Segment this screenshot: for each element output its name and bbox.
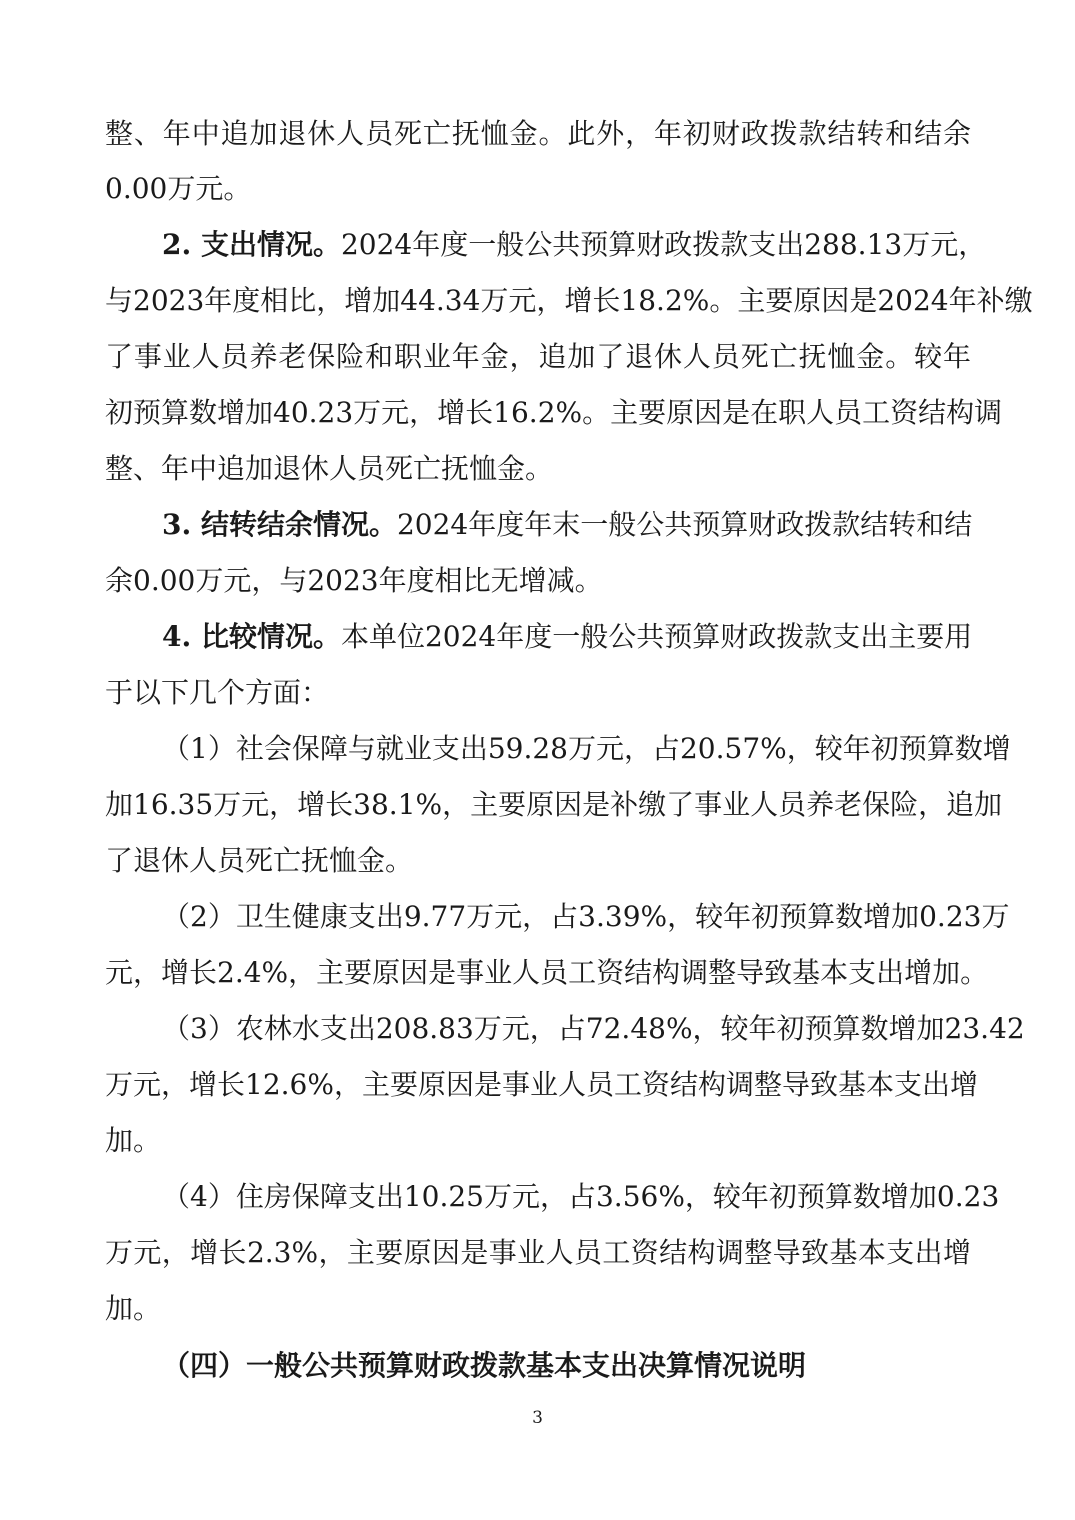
list-item-line: 万元，增长12.6%，主要原因是事业人员工资结构调整导致基本支出增 bbox=[105, 1068, 978, 1101]
list-item-line: （1）社会保障与就业支出59.28万元，占20.57%，较年初预算数增 bbox=[162, 732, 1011, 765]
paragraph-first-line bbox=[162, 617, 971, 657]
list-item-line: 元，增长2.4%，主要原因是事业人员工资结构调整导致基本支出增加。 bbox=[105, 956, 989, 989]
list-item-line: （3）农林水支出208.83万元，占72.48%，较年初预算数增加23.42 bbox=[162, 1012, 1025, 1045]
paragraph-text: 本单位2024年度一般公共预算财政拨款支出主要用 bbox=[340, 620, 973, 653]
paragraph-label: 4. 比较情况。 bbox=[162, 620, 341, 653]
paragraph-line: 与2023年度相比，增加44.34万元，增长18.2%。主要原因是2024年补缴 bbox=[105, 284, 1033, 317]
paragraph-first-line bbox=[162, 505, 971, 545]
list-item-line: 加。 bbox=[105, 1124, 162, 1157]
paragraph-line: 整、年中追加退休人员死亡抚恤金。此外，年初财政拨款结转和结余 bbox=[105, 117, 971, 150]
paragraph-line: 0.00万元。 bbox=[105, 172, 252, 205]
paragraph-line: 了事业人员养老保险和职业年金，追加了退休人员死亡抚恤金。较年 bbox=[105, 340, 971, 373]
paragraph-line: 于以下几个方面： bbox=[105, 676, 330, 709]
paragraph-label: 2. 支出情况。 bbox=[162, 228, 341, 261]
list-item-line: 加。 bbox=[105, 1292, 162, 1325]
list-item-line: 万元，增长2.3%，主要原因是事业人员工资结构调整导致基本支出增 bbox=[105, 1236, 971, 1269]
list-item-line: 加16.35万元，增长38.1%，主要原因是补缴了事业人员养老保险，追加 bbox=[105, 788, 1003, 821]
paragraph-text: 2024年度一般公共预算财政拨款支出288.13万元， bbox=[340, 228, 987, 261]
paragraph-line: 初预算数增加40.23万元，增长16.2%。主要原因是在职人员工资结构调 bbox=[105, 396, 1003, 429]
list-item-line: （4）住房保障支出10.25万元，占3.56%，较年初预算数增加0.23 bbox=[162, 1180, 1000, 1213]
page-number: 3 bbox=[532, 1408, 543, 1428]
paragraph-text: 2024年度年末一般公共预算财政拨款结转和结 bbox=[396, 508, 973, 541]
paragraph-label: 3. 结转结余情况。 bbox=[162, 508, 397, 541]
section-heading: （四）一般公共预算财政拨款基本支出决算情况说明 bbox=[162, 1349, 807, 1382]
paragraph-line: 整、年中追加退休人员死亡抚恤金。 bbox=[105, 452, 554, 485]
list-item-line: （2）卫生健康支出9.77万元，占3.39%，较年初预算数增加0.23万 bbox=[162, 900, 1010, 933]
list-item-line: 了退休人员死亡抚恤金。 bbox=[105, 844, 414, 877]
paragraph-first-line bbox=[162, 225, 987, 265]
paragraph-line: 余0.00万元，与2023年度相比无增减。 bbox=[105, 564, 603, 597]
